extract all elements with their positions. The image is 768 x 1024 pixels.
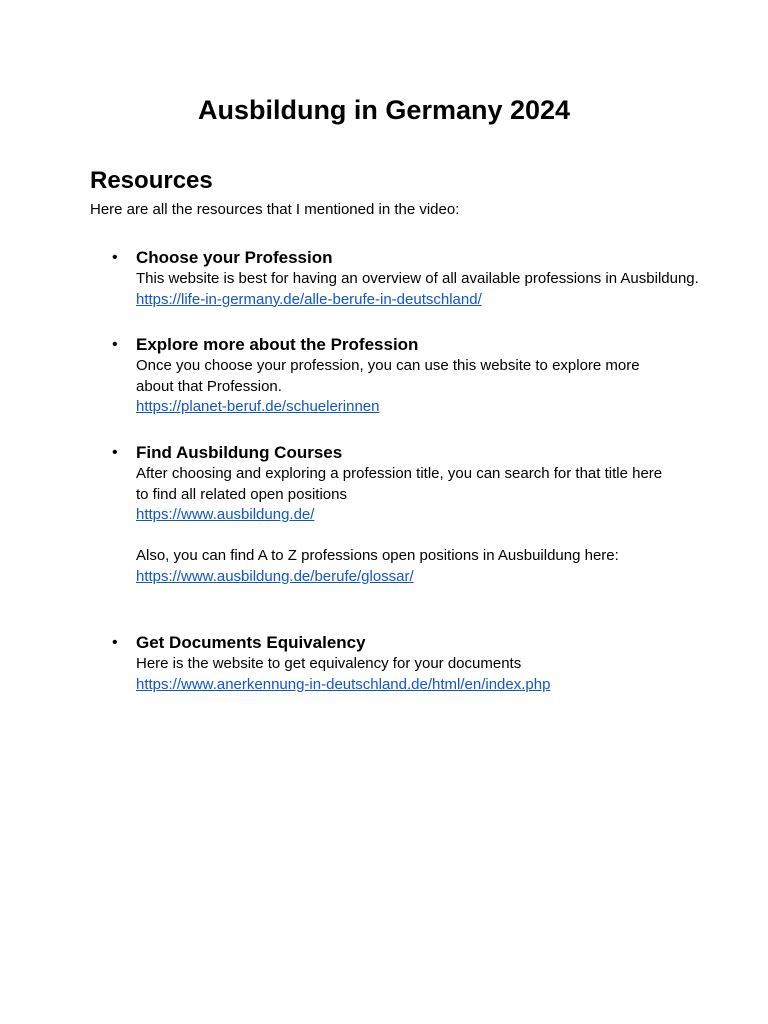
section-heading-resources: Resources: [90, 167, 213, 194]
item-description: about that Profession.: [136, 377, 282, 395]
link-ausbildung-glossar[interactable]: https://www.ausbildung.de/berufe/glossar/: [136, 567, 414, 585]
document-title: Ausbildung in Germany 2024: [197, 95, 571, 125]
item-link-line: [136, 505, 736, 526]
item-description: This website is best for having an overview of all available professions in Ausbildung.: [136, 270, 699, 287]
link-planet-beruf[interactable]: https://planet-beruf.de/schuelerinnen: [136, 398, 380, 415]
item-link-line: [136, 397, 736, 418]
list-item-body: [136, 442, 736, 587]
link-life-in-germany[interactable]: https://life-in-germany.de/alle-berufe-in-deutschland/: [136, 290, 482, 308]
intro-text: Here are all the resources that I mentioned in the video:: [90, 201, 460, 218]
item-description: to find all related open positions: [136, 485, 347, 503]
item-title: Choose your Profession: [136, 248, 333, 267]
item-description: After choosing and exploring a profession title, you can search for that title here: [136, 465, 663, 482]
list-item-body: [136, 247, 736, 310]
item-link-line: [136, 567, 736, 588]
item-title: Get Documents Equivalency: [136, 633, 366, 652]
bullet-icon: •: [112, 634, 118, 651]
item-title: Find Ausbildung Courses: [136, 443, 343, 462]
list-item-body: [136, 632, 736, 695]
list-item-body: [136, 334, 736, 418]
bullet-icon: •: [112, 249, 118, 266]
item-description: Here is the website to get equivalency for your documents: [136, 655, 522, 672]
link-ausbildung[interactable]: https://www.ausbildung.de/: [136, 506, 315, 523]
bullet-icon: •: [112, 336, 118, 353]
item-link-line: [136, 290, 736, 311]
item-extra-text: Also, you can find A to Z professions open positions in Ausbuildung here:: [136, 547, 619, 564]
link-anerkennung[interactable]: https://www.anerkennung-in-deutschland.de/html/en/index.php: [136, 675, 551, 693]
item-description: Once you choose your profession, you can use this website to explore more: [136, 357, 640, 374]
bullet-icon: •: [112, 444, 118, 461]
item-title: Explore more about the Profession: [136, 335, 419, 354]
item-link-line: [136, 675, 736, 696]
blank-line: [136, 526, 736, 547]
